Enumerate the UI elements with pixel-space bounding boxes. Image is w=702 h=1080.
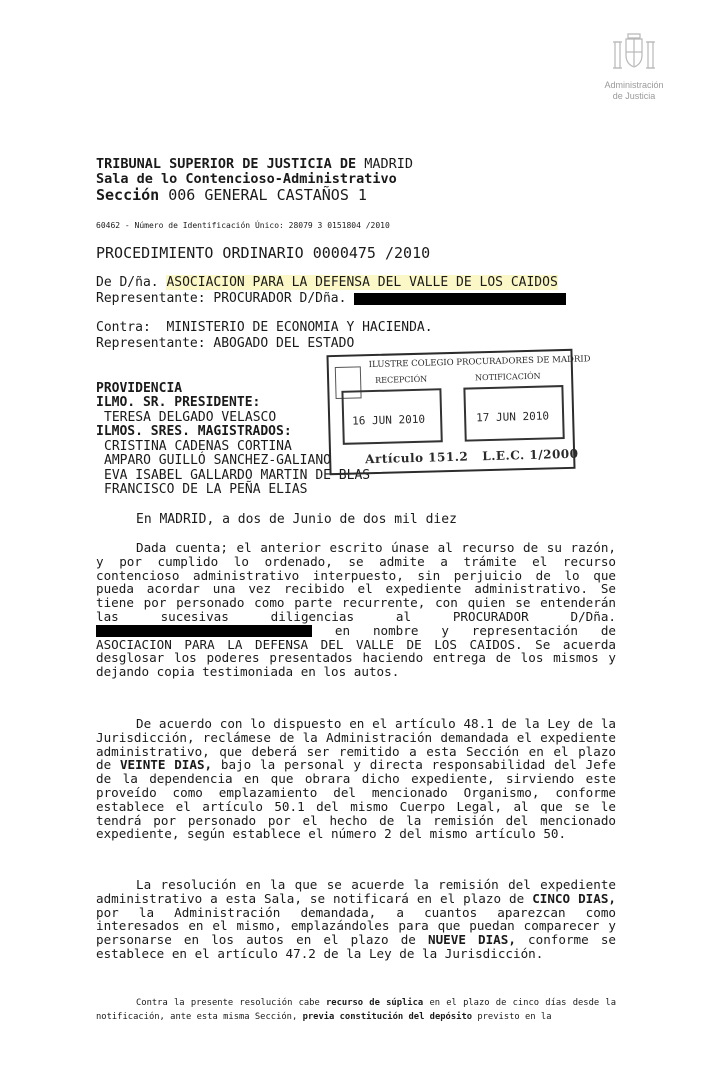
deadline-nine-days: NUEVE DIAS,: [427, 932, 516, 948]
paragraph-admission-text: Dada cuenta; el anterior escrito únase al recurso de su razón, y por cumplido lo ordenado, se admite a trámite el recurso contencioso administrativo interpuesto, sin perjuicio de lo que pueda acordar una vez recibido el expediente administrativo. Se tiene por personado como parte recurrente, con quien se entenderán las sucesivas diligencias al PROCURADOR D/Dña.: [96, 540, 616, 624]
paragraph-expediente: [96, 717, 616, 841]
paragraph-admission: [96, 541, 616, 679]
paragraph-notification: [96, 878, 616, 961]
section-label: Sección: [96, 186, 160, 204]
magistrates-label: ILMOS. SRES. MAGISTRADOS:: [96, 424, 292, 439]
paragraph-admission-text-2: en nombre y representación de ASOCIACION PARA LA DEFENSA DEL VALLE DE LOS CAIDOS. Se acuerda desglosar los poderes presentados haciendo entrega de los mismos y dejando copia testimoniada en los autos.: [96, 622, 616, 680]
paragraph-expediente-text-2: bajo la personal y directa responsabilidad del Jefe de la dependencia en que obrara dicho expediente, sirviendo este proveído como emplazamiento del mencionado Organismo, conforme establece el artículo 50.1 del mismo Cuerpo Legal, al que se le tendrá por personado por el hecho de la remisión del mencionado expediente, según establece el número 2 del mismo artículo 50.: [96, 757, 616, 842]
defendant-line: Contra: MINISTERIO DE ECONOMIA Y HACIENDA.: [96, 320, 433, 335]
deposit-requirement: previa constitución del depósito: [302, 1012, 473, 1022]
court-city: MADRID: [356, 156, 413, 172]
president-name: TERESA DELGADO VELASCO: [104, 410, 277, 425]
court-name-bold: TRIBUNAL SUPERIOR DE JUSTICIA DE: [96, 156, 357, 172]
plaintiff-name: ASOCIACION PARA LA DEFENSA DEL VALLE DE LOS CAIDOS: [166, 275, 558, 290]
chamber-name: Sala de lo Contencioso-Administrativo: [96, 171, 397, 187]
appeal-notice-text: Contra la presente resolución cabe: [136, 998, 320, 1008]
stamp-footer: Artículo 151.2 L.E.C. 1/2000: [365, 446, 579, 467]
paragraph-notification-text: La resolución en la que se acuerde la remisión del expediente administrativo a esta Sala, se notificará en el plazo de: [96, 877, 616, 906]
plaintiff-label: De D/ña.: [96, 275, 159, 290]
stamp-notification-label: NOTIFICACIÓN: [474, 371, 541, 383]
paragraph-notification-text-2: por la Administración demandada, a cuantos aparezcan como interesados en el mismo, emplazándoles para que puedan comparecer y personarse en los autos en el plazo de: [96, 904, 616, 948]
magistrate-name: EVA ISABEL GALLARDO MARTIN DE BLAS: [104, 468, 371, 483]
plaintiff-representative-label: Representante: PROCURADOR D/Dña.: [96, 291, 347, 306]
plaintiff-line: [96, 275, 558, 290]
appeal-notice: [96, 996, 616, 1024]
defendant-representative: Representante: ABOGADO DEL ESTADO: [96, 336, 355, 351]
identification-number: 60462 - Número de Identificación Único: 28079 3 0151804 /2010: [96, 221, 390, 230]
magistrate-name: FRANCISCO DE LA PEÑA ELIAS: [104, 482, 308, 497]
appeal-type: recurso de súplica: [326, 998, 424, 1008]
section-line: [96, 186, 367, 204]
deadline-five-days: CINCO DIAS,: [532, 890, 616, 906]
procuradores-stamp: [326, 349, 591, 475]
stamp-reception-date: 16 JUN 2010: [352, 412, 426, 428]
stamp-reception-label: RECEPCIÓN: [375, 374, 428, 385]
date-line: En MADRID, a dos de Junio de dos mil diez: [136, 512, 457, 527]
stamp-header: ILUSTRE COLEGIO PROCURADORES DE MADRID: [368, 354, 591, 371]
magistrate-name: AMPARO GUILLÓ SANCHEZ-GALIANO: [104, 453, 331, 468]
administracion-justicia-logo: [604, 30, 664, 102]
redaction-bar: [96, 625, 312, 637]
coat-of-arms-icon: [611, 30, 657, 74]
court-name: [96, 157, 413, 172]
stamp-notification-date: 17 JUN 2010: [475, 409, 550, 425]
appeal-notice-text-2: en el plazo de cinco días desde la notificación, ante esta misma Sección,: [96, 998, 616, 1022]
procedure-number: PROCEDIMIENTO ORDINARIO 0000475 /2010: [96, 244, 431, 262]
deadline-twenty-days: VEINTE DIAS,: [119, 757, 213, 773]
providencia-title: PROVIDENCIA: [96, 381, 183, 396]
paragraph-expediente-text: De acuerdo con lo dispuesto en el artículo 48.1 de la Ley de la Jurisdicción, reclámese de la Administración demandada el expediente administrativo, que deberá ser remitido a esta Sección en el plazo de: [96, 716, 616, 773]
president-label: ILMO. SR. PRESIDENTE:: [96, 395, 261, 410]
appeal-notice-text-3: previsto en la: [477, 1012, 552, 1022]
section-detail: 006 GENERAL CASTAÑOS 1: [159, 186, 367, 204]
paragraph-notification-text-3: conforme se establece en el artículo 47.2 de la Ley de la Jurisdicción.: [96, 932, 616, 961]
magistrate-name: CRISTINA CADENAS CORTINA: [104, 439, 292, 454]
logo-line-1: Administración: [604, 80, 664, 90]
logo-line-2: de Justicia: [612, 91, 656, 101]
redaction-bar: [354, 293, 566, 305]
plaintiff-representative: [96, 291, 566, 306]
